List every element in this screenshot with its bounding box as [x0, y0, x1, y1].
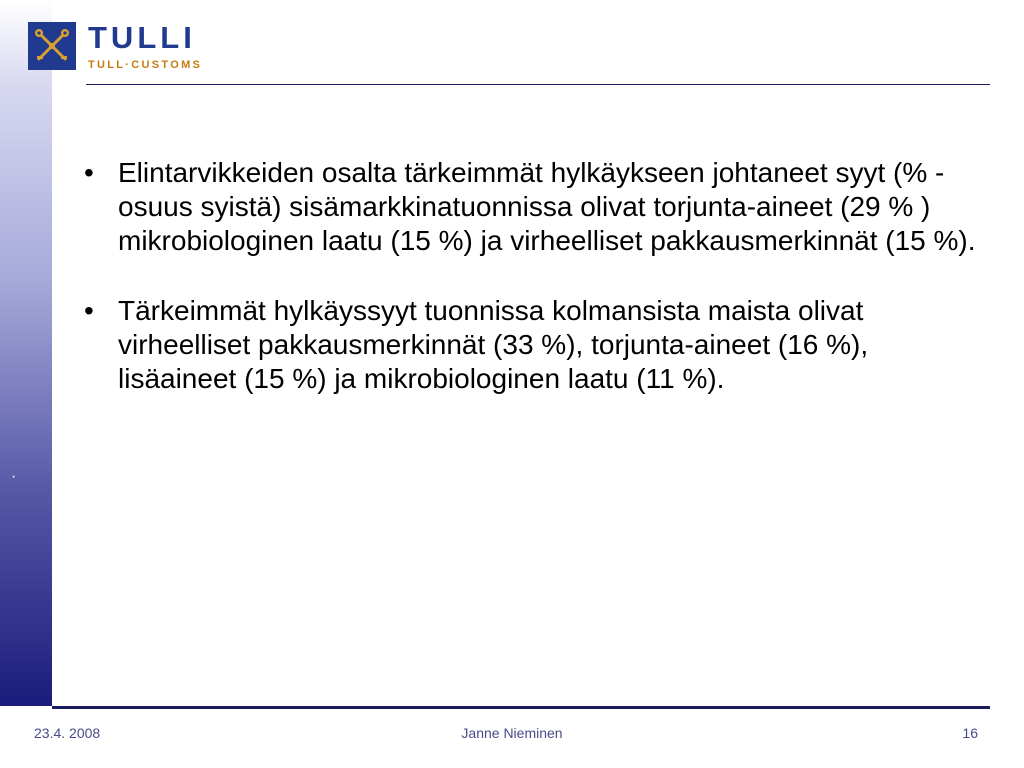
- footer-date: 23.4. 2008: [34, 725, 101, 741]
- left-gradient-band: [0, 0, 52, 706]
- crossed-keys-emblem-icon: [30, 24, 74, 68]
- bullet-text: Elintarvikkeiden osalta tärkeimmät hylkäykseen johtaneet syyt (% -osuus syistä) sisämarkkinatuonnissa olivat torjunta-aineet (29 % ) mikrobiologinen laatu (15 %) ja virheelliset pakkausmerkinnät (15 %).: [118, 157, 976, 256]
- logo-title: TULLI: [88, 20, 196, 55]
- bullet-item: [80, 156, 980, 258]
- customs-emblem-logo: [28, 22, 76, 70]
- footer-author: Janne Nieminen: [461, 725, 563, 741]
- bullet-icon: •: [84, 295, 94, 326]
- bullet-text: Tärkeimmät hylkäyssyyt tuonnissa kolmansista maista olivat virheelliset pakkausmerkinnät (33 %), torjunta-aineet (16 %), lisäaineet (15 %) ja mikrobiologinen laatu (11 %).: [118, 295, 869, 394]
- side-mark: ·: [11, 468, 17, 485]
- bullet-icon: •: [84, 157, 94, 188]
- footer-divider: [52, 706, 990, 709]
- bullet-list: [80, 156, 980, 432]
- header-divider: [86, 84, 990, 85]
- logo-subtitle: TULL·CUSTOMS: [88, 59, 203, 71]
- footer-page-number: 16: [962, 725, 978, 741]
- bullet-item: [80, 294, 980, 396]
